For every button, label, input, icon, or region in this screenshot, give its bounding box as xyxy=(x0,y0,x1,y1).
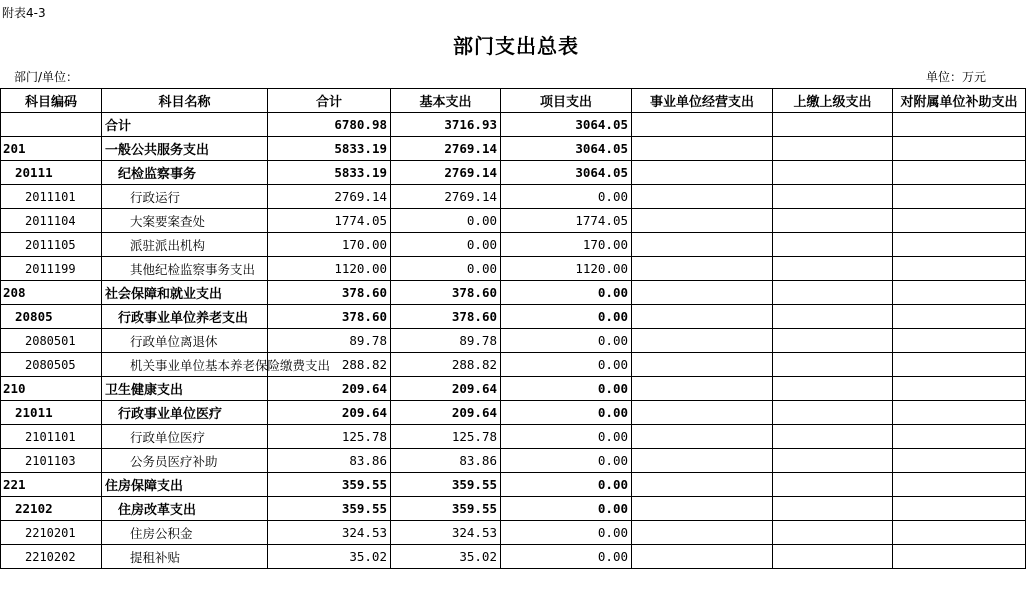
cell-subsidy xyxy=(893,305,1026,329)
table-row xyxy=(1,305,1026,329)
cell-total: 35.02 xyxy=(268,545,391,569)
cell-subsidy xyxy=(893,521,1026,545)
table-row xyxy=(1,233,1026,257)
cell-name: 住房公积金 xyxy=(102,521,268,545)
cell-business xyxy=(632,401,773,425)
department-label: 部门/单位： xyxy=(14,70,79,84)
table-row xyxy=(1,449,1026,473)
cell-total: 5833.19 xyxy=(268,161,391,185)
cell-total: 359.55 xyxy=(268,473,391,497)
cell-code: 210 xyxy=(1,377,102,401)
cell-business xyxy=(632,473,773,497)
cell-code: 20805 xyxy=(1,305,102,329)
cell-total: 209.64 xyxy=(268,377,391,401)
cell-project: 170.00 xyxy=(501,233,632,257)
cell-subsidy xyxy=(893,425,1026,449)
table-row xyxy=(1,353,1026,377)
cell-total: 83.86 xyxy=(268,449,391,473)
cell-project: 1774.05 xyxy=(501,209,632,233)
cell-basic: 125.78 xyxy=(391,425,501,449)
cell-code: 2011105 xyxy=(1,233,102,257)
header-basic: 基本支出 xyxy=(391,89,501,113)
header-row xyxy=(1,89,1026,113)
cell-upper xyxy=(773,137,893,161)
cell-upper xyxy=(773,401,893,425)
cell-code: 22102 xyxy=(1,497,102,521)
cell-name: 卫生健康支出 xyxy=(102,377,268,401)
cell-project: 0.00 xyxy=(501,305,632,329)
cell-business xyxy=(632,257,773,281)
cell-project: 3064.05 xyxy=(501,113,632,137)
cell-project: 0.00 xyxy=(501,281,632,305)
cell-project: 0.00 xyxy=(501,425,632,449)
cell-upper xyxy=(773,161,893,185)
cell-subsidy xyxy=(893,185,1026,209)
cell-business xyxy=(632,161,773,185)
cell-subsidy xyxy=(893,449,1026,473)
cell-basic: 359.55 xyxy=(391,497,501,521)
cell-project: 0.00 xyxy=(501,329,632,353)
cell-code: 2210202 xyxy=(1,545,102,569)
cell-project: 0.00 xyxy=(501,185,632,209)
cell-name: 行政运行 xyxy=(102,185,268,209)
header-total: 合计 xyxy=(268,89,391,113)
cell-code: 2080505 xyxy=(1,353,102,377)
cell-project: 1120.00 xyxy=(501,257,632,281)
table-row xyxy=(1,161,1026,185)
cell-project: 0.00 xyxy=(501,377,632,401)
cell-name: 社会保障和就业支出 xyxy=(102,281,268,305)
cell-name: 住房保障支出 xyxy=(102,473,268,497)
table-row xyxy=(1,497,1026,521)
cell-basic: 378.60 xyxy=(391,281,501,305)
cell-basic: 359.55 xyxy=(391,473,501,497)
cell-total: 1774.05 xyxy=(268,209,391,233)
cell-total: 288.82 xyxy=(268,353,391,377)
cell-upper xyxy=(773,329,893,353)
cell-subsidy xyxy=(893,329,1026,353)
cell-code: 208 xyxy=(1,281,102,305)
expenditure-table xyxy=(0,88,1026,569)
cell-code: 2011199 xyxy=(1,257,102,281)
cell-business xyxy=(632,353,773,377)
table-row xyxy=(1,377,1026,401)
cell-subsidy xyxy=(893,377,1026,401)
table-row xyxy=(1,137,1026,161)
cell-subsidy xyxy=(893,401,1026,425)
cell-upper xyxy=(773,281,893,305)
cell-upper xyxy=(773,425,893,449)
cell-upper xyxy=(773,305,893,329)
table-row xyxy=(1,185,1026,209)
cell-name: 公务员医疗补助 xyxy=(102,449,268,473)
cell-basic: 0.00 xyxy=(391,233,501,257)
cell-total: 378.60 xyxy=(268,281,391,305)
cell-name: 行政事业单位养老支出 xyxy=(102,305,268,329)
header-upper: 上缴上级支出 xyxy=(773,89,893,113)
cell-basic: 2769.14 xyxy=(391,161,501,185)
table-row xyxy=(1,257,1026,281)
header-business: 事业单位经营支出 xyxy=(632,89,773,113)
cell-total: 170.00 xyxy=(268,233,391,257)
cell-total: 6780.98 xyxy=(268,113,391,137)
cell-name: 行政单位医疗 xyxy=(102,425,268,449)
cell-subsidy xyxy=(893,233,1026,257)
cell-code: 2210201 xyxy=(1,521,102,545)
cell-upper xyxy=(773,233,893,257)
cell-business xyxy=(632,329,773,353)
cell-business xyxy=(632,521,773,545)
cell-total: 324.53 xyxy=(268,521,391,545)
cell-total: 359.55 xyxy=(268,497,391,521)
cell-project: 0.00 xyxy=(501,497,632,521)
cell-total: 5833.19 xyxy=(268,137,391,161)
table-body xyxy=(1,113,1026,569)
cell-basic: 288.82 xyxy=(391,353,501,377)
cell-business xyxy=(632,185,773,209)
cell-business xyxy=(632,497,773,521)
cell-total: 1120.00 xyxy=(268,257,391,281)
table-row xyxy=(1,473,1026,497)
cell-upper xyxy=(773,497,893,521)
cell-name: 住房改革支出 xyxy=(102,497,268,521)
cell-business xyxy=(632,209,773,233)
cell-basic: 35.02 xyxy=(391,545,501,569)
cell-code: 21011 xyxy=(1,401,102,425)
cell-code xyxy=(1,113,102,137)
appendix-label: 附表4-3 xyxy=(2,6,46,20)
cell-code: 2101103 xyxy=(1,449,102,473)
cell-basic: 378.60 xyxy=(391,305,501,329)
cell-code: 2011101 xyxy=(1,185,102,209)
cell-basic: 209.64 xyxy=(391,401,501,425)
cell-subsidy xyxy=(893,257,1026,281)
cell-code: 20111 xyxy=(1,161,102,185)
table-row xyxy=(1,401,1026,425)
cell-upper xyxy=(773,449,893,473)
cell-name: 提租补贴 xyxy=(102,545,268,569)
cell-project: 0.00 xyxy=(501,473,632,497)
cell-project: 0.00 xyxy=(501,545,632,569)
cell-code: 2080501 xyxy=(1,329,102,353)
cell-project: 0.00 xyxy=(501,449,632,473)
cell-name: 纪检监察事务 xyxy=(102,161,268,185)
cell-subsidy xyxy=(893,353,1026,377)
cell-upper xyxy=(773,545,893,569)
cell-name: 一般公共服务支出 xyxy=(102,137,268,161)
cell-project: 0.00 xyxy=(501,353,632,377)
cell-subsidy xyxy=(893,473,1026,497)
table-row xyxy=(1,425,1026,449)
header-subsidy: 对附属单位补助支出 xyxy=(893,89,1026,113)
cell-code: 2011104 xyxy=(1,209,102,233)
cell-upper xyxy=(773,257,893,281)
unit-label: 单位：万元 xyxy=(926,70,987,84)
cell-subsidy xyxy=(893,281,1026,305)
cell-total: 89.78 xyxy=(268,329,391,353)
table-row xyxy=(1,281,1026,305)
header-code: 科目编码 xyxy=(1,89,102,113)
cell-project: 3064.05 xyxy=(501,161,632,185)
cell-project: 0.00 xyxy=(501,401,632,425)
cell-basic: 89.78 xyxy=(391,329,501,353)
cell-business xyxy=(632,137,773,161)
cell-basic: 0.00 xyxy=(391,257,501,281)
cell-total: 2769.14 xyxy=(268,185,391,209)
cell-code: 2101101 xyxy=(1,425,102,449)
cell-subsidy xyxy=(893,497,1026,521)
cell-subsidy xyxy=(893,545,1026,569)
cell-name: 其他纪检监察事务支出 xyxy=(102,257,268,281)
cell-subsidy xyxy=(893,137,1026,161)
cell-project: 3064.05 xyxy=(501,137,632,161)
cell-basic: 209.64 xyxy=(391,377,501,401)
cell-code: 201 xyxy=(1,137,102,161)
page-title: 部门支出总表 xyxy=(453,34,579,58)
cell-subsidy xyxy=(893,113,1026,137)
table-row xyxy=(1,545,1026,569)
table-row xyxy=(1,209,1026,233)
cell-subsidy xyxy=(893,209,1026,233)
cell-upper xyxy=(773,521,893,545)
cell-upper xyxy=(773,377,893,401)
cell-project: 0.00 xyxy=(501,521,632,545)
cell-business xyxy=(632,305,773,329)
cell-business xyxy=(632,377,773,401)
cell-business xyxy=(632,233,773,257)
cell-upper xyxy=(773,209,893,233)
cell-upper xyxy=(773,353,893,377)
cell-total: 125.78 xyxy=(268,425,391,449)
cell-name: 派驻派出机构 xyxy=(102,233,268,257)
cell-business xyxy=(632,545,773,569)
cell-basic: 3716.93 xyxy=(391,113,501,137)
cell-basic: 2769.14 xyxy=(391,185,501,209)
cell-code: 221 xyxy=(1,473,102,497)
cell-upper xyxy=(773,113,893,137)
cell-name: 大案要案查处 xyxy=(102,209,268,233)
cell-name: 行政事业单位医疗 xyxy=(102,401,268,425)
cell-subsidy xyxy=(893,161,1026,185)
cell-business xyxy=(632,113,773,137)
cell-upper xyxy=(773,473,893,497)
cell-business xyxy=(632,281,773,305)
cell-name: 合计 xyxy=(102,113,268,137)
header-name: 科目名称 xyxy=(102,89,268,113)
cell-name: 机关事业单位基本养老保险缴费支出 xyxy=(102,353,268,377)
cell-business xyxy=(632,449,773,473)
cell-total: 209.64 xyxy=(268,401,391,425)
cell-basic: 83.86 xyxy=(391,449,501,473)
cell-business xyxy=(632,425,773,449)
cell-basic: 2769.14 xyxy=(391,137,501,161)
table-row xyxy=(1,113,1026,137)
header-project: 项目支出 xyxy=(501,89,632,113)
cell-total: 378.60 xyxy=(268,305,391,329)
cell-name: 行政单位离退休 xyxy=(102,329,268,353)
table-row xyxy=(1,329,1026,353)
cell-upper xyxy=(773,185,893,209)
cell-basic: 324.53 xyxy=(391,521,501,545)
cell-basic: 0.00 xyxy=(391,209,501,233)
table-row xyxy=(1,521,1026,545)
